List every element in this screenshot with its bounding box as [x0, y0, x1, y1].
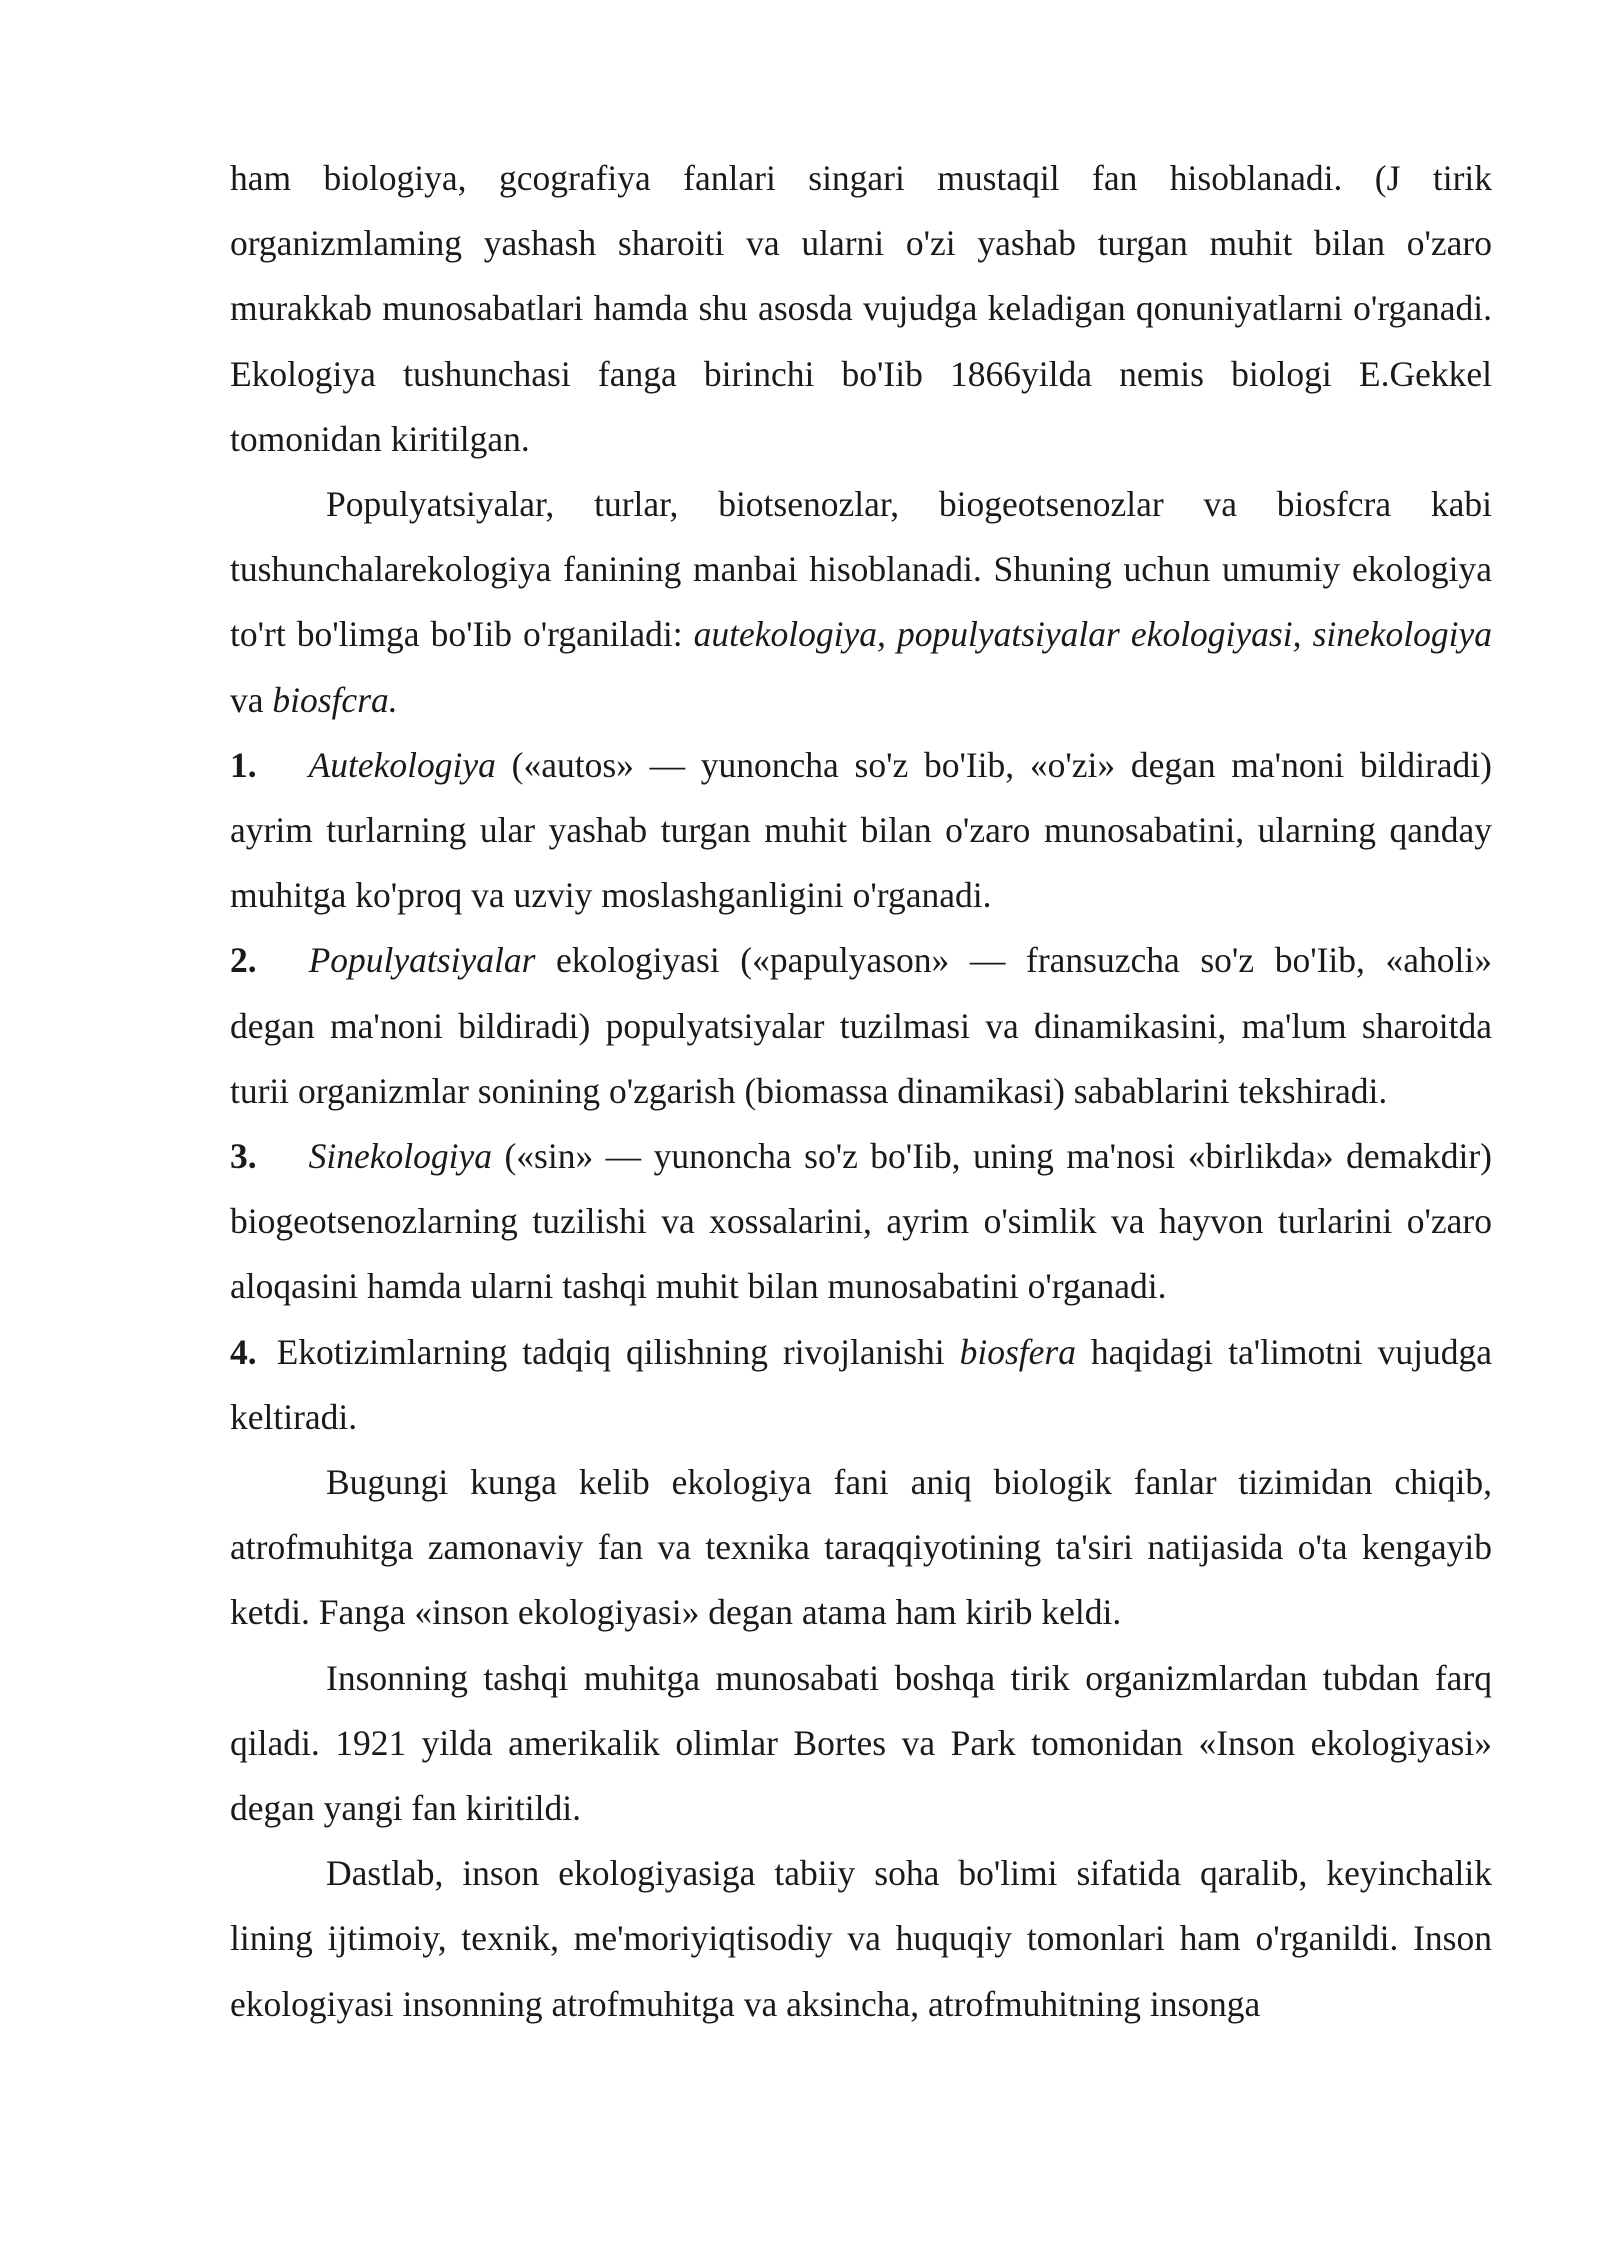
list-number: 1.: [230, 744, 257, 785]
list-term: Sinekologiya: [308, 1136, 492, 1177]
paragraph-ecology-branches: [230, 472, 1492, 733]
paragraph-text: va: [230, 679, 273, 720]
document-body: [230, 146, 1492, 2037]
paragraph-human-ecology-origin: Insonning tashqi muhitga munosabati boshqa tirik organizmlardan tubdan farq qiladi. 1921 yilda amerikalik olimlar Bortes va Park tomonidan «Inson ekologiyasi» degan yangi fan kiritildi.: [230, 1657, 1492, 1829]
paragraph-text: Populyatsiyalar, turlar, biotsenozlar, biogeotsenozlar va biosfcra kabi tushunchalarekologiya fanining manbai hisoblanadi. Shuning uchun umumiy ekologiya to'rt bo'limga bo'Iib o'rganiladi:: [230, 484, 1492, 655]
list-text: Ekotizimlarning tadqiq qilishning rivojlanishi: [276, 1331, 960, 1372]
list-term: Populyatsiyalar: [308, 940, 536, 981]
list-item-populyatsiyalar: [230, 928, 1492, 1124]
list-term: Autekologiya: [308, 744, 496, 785]
list-text: («sin» — yunoncha so'z bo'Iib, uning ma'nosi «birlikda» demakdir) biogeotsenozlarning tuzilishi va xossalarini, ayrim o'simlik va hayvon turlarini o'zaro aloqasini hamda ularni tashqi muhit bilan munosabatini o'rganadi.: [230, 1136, 1492, 1307]
list-text: («autos» — yunoncha so'z bo'Iib, «o'zi» degan ma'noni bildiradi) ayrim turlarning ular yashab turgan muhit bilan o'zaro munosabatini, ularning qanday muhitga ko'proq va uzviy moslashganligini o'rganadi.: [230, 744, 1492, 916]
paragraph-modern-ecology: Bugungi kunga kelib ekologiya fani aniq biologik fanlar tizimidan chiqib, atrofmuhitga zamonaviy fan va texnika taraqqiyotining ta'siri natijasida o'ta kengayib ketdi. Fanga «inson ekologiyasi» degan atama ham kirib keldi.: [230, 1462, 1492, 1633]
list-number: 3.: [230, 1136, 257, 1177]
italic-term: biosfcra.: [272, 679, 398, 720]
list-text: ekologiyasi («papulyason» — fransuzcha so'z bo'Iib, «aholi» degan ma'noni bildiradi) populyatsiyalar tuzilmasi va dinamikasini, ma'lum sharoitda turii organizmlar sonining o'zgarish (biomassa dinamikasi) sabablarini tekshiradi.: [230, 940, 1492, 1111]
italic-terms: autekologiya, populyatsiyalar ekologiyasi, sinekologiya: [693, 614, 1492, 655]
list-item-sinekologiya: [230, 1124, 1492, 1320]
list-term: biosfera: [959, 1331, 1076, 1372]
list-item-biosfera: [230, 1320, 1492, 1450]
paragraph-intro: ham biologiya, gcografiya fanlari singari mustaqil fan hisoblanadi. (J tirik organizmlaming yashash sharoiti va ularni o'zi yashab turgan muhit bilan o'zaro murakkab munosabatlari hamda shu asosda vujudga keladigan qonuniyatlarni o'rganadi. Ekologiya tushunchasi fanga birinchi bo'Iib 1866yilda nemis biologi E.Gekkel tomonidan kiritilgan.: [230, 158, 1492, 459]
list-number: 4.: [230, 1331, 257, 1372]
list-number: 2.: [230, 940, 257, 981]
list-text: haqidagi ta'limotni vujudga keltiradi.: [230, 1331, 1492, 1437]
list-item-autekologiya: [230, 733, 1492, 929]
paragraph-human-ecology-scope: Dastlab, inson ekologiyasiga tabiiy soha bo'limi sifatida qaralib, keyinchalik lining ijtimoiy, texnik, me'moriyiqtisodiy va huquqiy tomonlari ham o'rganildi. Inson ekologiyasi insonning atrofmuhitga va aksincha, atrofmuhitning insonga: [230, 1853, 1492, 2024]
